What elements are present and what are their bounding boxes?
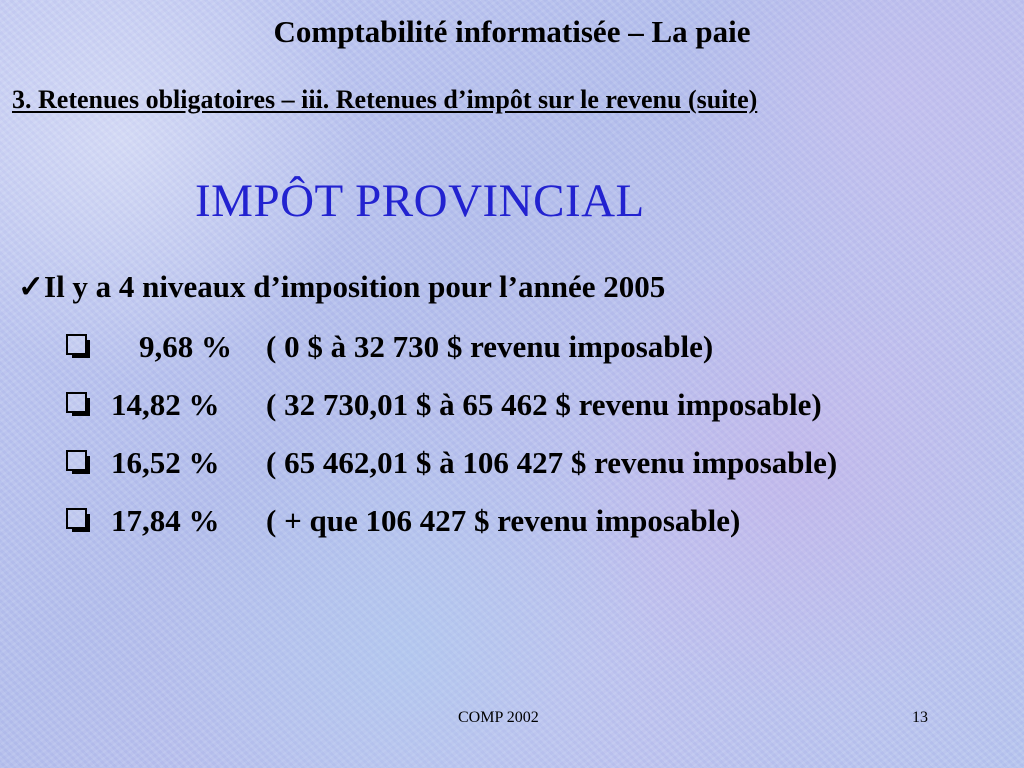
tax-rate: 14,82 % [111, 387, 220, 422]
tax-bracket-item [66, 498, 837, 556]
tax-bracket-detail: ( + que 106 427 $ revenu imposable) [266, 503, 741, 538]
tax-bracket-detail: ( 65 462,01 $ à 106 427 $ revenu imposable) [266, 445, 838, 480]
checkbox-bullet-icon [66, 392, 87, 413]
tax-bracket-item [66, 440, 837, 498]
section-heading: 3. Retenues obligatoires – iii. Retenues d’impôt sur le revenu (suite) [12, 85, 758, 114]
footer-course: COMP 2002 [458, 709, 539, 726]
slide-title: Comptabilité informatisée – La paie [273, 14, 751, 49]
footer-page-number: 13 [912, 709, 928, 726]
checkbox-bullet-icon [66, 450, 87, 471]
tax-bracket-item [66, 324, 837, 382]
tax-bracket-list [66, 324, 837, 556]
tax-bracket-item [66, 382, 837, 440]
checkbox-bullet-icon [66, 508, 87, 529]
tax-rate: 16,52 % [111, 445, 220, 480]
tax-rate: 17,84 % [111, 503, 220, 538]
tax-bracket-detail: ( 0 $ à 32 730 $ revenu imposable) [266, 329, 714, 364]
tax-rate: 9,68 % [139, 329, 232, 364]
intro-line [18, 266, 665, 308]
checkmark-icon: ✓ [18, 269, 44, 304]
main-heading: IMPÔT PROVINCIAL [195, 175, 645, 227]
checkbox-bullet-icon [66, 334, 87, 355]
tax-bracket-detail: ( 32 730,01 $ à 65 462 $ revenu imposable) [266, 387, 822, 422]
intro-text: Il y a 4 niveaux d’imposition pour l’année 2005 [44, 269, 666, 304]
